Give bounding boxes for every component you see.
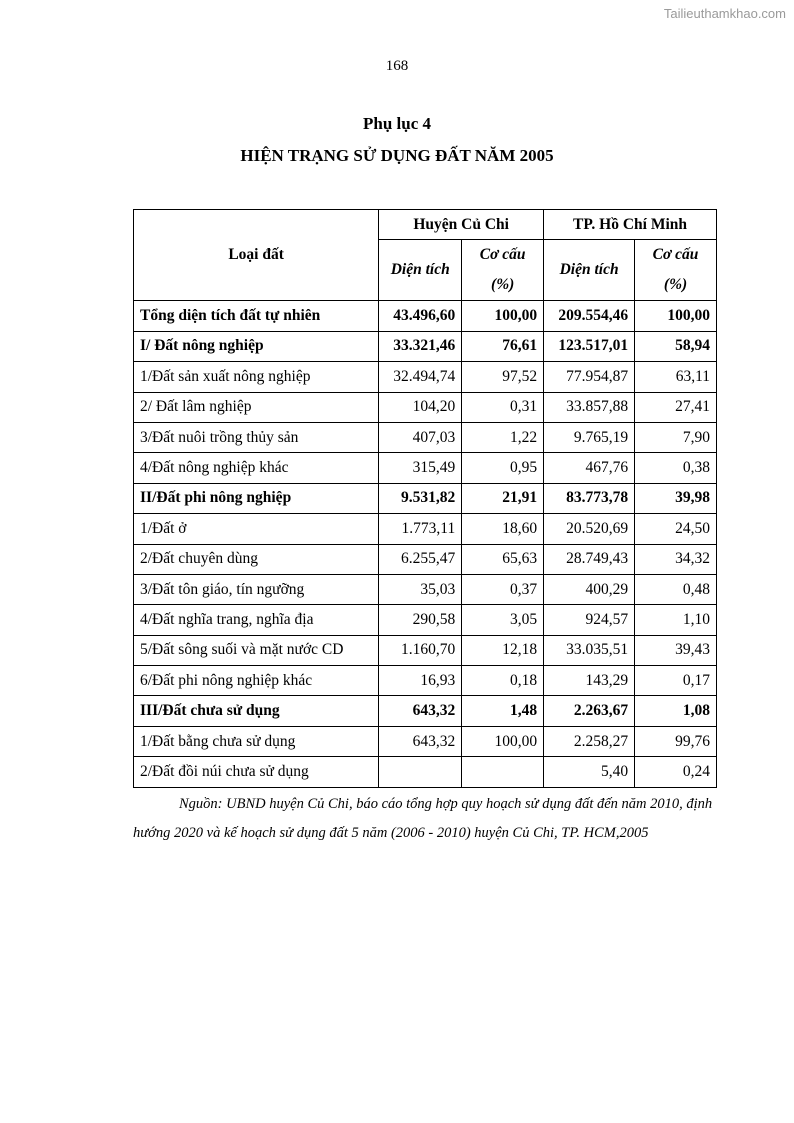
row-label: 1/Đất bằng chưa sử dụng <box>134 726 379 756</box>
cu-chi-structure-cell: 0,37 <box>462 574 544 604</box>
row-label: II/Đất phi nông nghiệp <box>134 483 379 513</box>
watermark: Tailieuthamkhao.com <box>663 6 786 21</box>
row-label: 4/Đất nông nghiệp khác <box>134 453 379 483</box>
hcm-structure-cell: 1,08 <box>635 696 717 726</box>
row-label: III/Đất chưa sử dụng <box>134 696 379 726</box>
hcm-area-cell: 924,57 <box>544 605 635 635</box>
header-structure-unit: (%) <box>663 276 688 294</box>
cu-chi-structure-cell: 0,18 <box>462 666 544 696</box>
cu-chi-area-cell: 643,32 <box>379 726 462 756</box>
hcm-structure-cell: 39,43 <box>635 635 717 665</box>
row-label: I/ Đất nông nghiệp <box>134 331 379 361</box>
cu-chi-area-cell: 33.321,46 <box>379 331 462 361</box>
hcm-structure-cell: 0,17 <box>635 666 717 696</box>
cu-chi-structure-cell: 1,48 <box>462 696 544 726</box>
header-group-hcm: TP. Hồ Chí Minh <box>544 210 717 240</box>
row-label: 3/Đất tôn giáo, tín ngưỡng <box>134 574 379 604</box>
cu-chi-structure-cell: 3,05 <box>462 605 544 635</box>
hcm-area-cell: 20.520,69 <box>544 514 635 544</box>
hcm-area-cell: 9.765,19 <box>544 422 635 452</box>
header-area-hcm: Diện tích <box>544 240 635 301</box>
header-structure-unit: (%) <box>491 276 515 294</box>
hcm-area-cell: 33.857,88 <box>544 392 635 422</box>
hcm-area-cell: 28.749,43 <box>544 544 635 574</box>
hcm-structure-cell: 39,98 <box>635 483 717 513</box>
table-row <box>134 605 717 635</box>
hcm-structure-cell: 24,50 <box>635 514 717 544</box>
table-row <box>134 362 717 392</box>
cu-chi-area-cell: 643,32 <box>379 696 462 726</box>
header-group-cu-chi: Huyện Củ Chi <box>379 210 544 240</box>
row-label: 1/Đất ở <box>134 514 379 544</box>
row-label: 4/Đất nghĩa trang, nghĩa địa <box>134 605 379 635</box>
hcm-area-cell: 33.035,51 <box>544 635 635 665</box>
table-row <box>134 666 717 696</box>
cu-chi-structure-cell: 0,31 <box>462 392 544 422</box>
cu-chi-structure-cell: 21,91 <box>462 483 544 513</box>
row-label: 2/ Đất lâm nghiệp <box>134 392 379 422</box>
cu-chi-area-cell: 407,03 <box>379 422 462 452</box>
table-row <box>134 696 717 726</box>
header-structure-label: Cơ cấu <box>652 246 699 264</box>
table-row <box>134 635 717 665</box>
cu-chi-area-cell: 290,58 <box>379 605 462 635</box>
cu-chi-area-cell <box>379 757 462 787</box>
cu-chi-area-cell: 104,20 <box>379 392 462 422</box>
hcm-area-cell: 5,40 <box>544 757 635 787</box>
hcm-area-cell: 467,76 <box>544 453 635 483</box>
cu-chi-area-cell: 9.531,82 <box>379 483 462 513</box>
hcm-area-cell: 143,29 <box>544 666 635 696</box>
table-row <box>134 301 717 331</box>
table-row <box>134 757 717 787</box>
header-structure-hcm <box>635 240 717 301</box>
table-row <box>134 514 717 544</box>
row-label: 1/Đất sản xuất nông nghiệp <box>134 362 379 392</box>
table-row <box>134 453 717 483</box>
hcm-structure-cell: 27,41 <box>635 392 717 422</box>
row-label: Tổng diện tích đất tự nhiên <box>134 301 379 331</box>
page-number: 168 <box>385 58 409 74</box>
cu-chi-area-cell: 6.255,47 <box>379 544 462 574</box>
cu-chi-structure-cell: 97,52 <box>462 362 544 392</box>
row-label: 5/Đất sông suối và mặt nước CD <box>134 635 379 665</box>
cu-chi-structure-cell: 0,95 <box>462 453 544 483</box>
cu-chi-area-cell: 32.494,74 <box>379 362 462 392</box>
source-note: Nguồn: UBND huyện Củ Chi, báo cáo tổng hợp quy hoạch sử dụng đất đến năm 2010, định hướng 2020 và kế hoạch sử dụng đất 5 năm (2006 - 2010) huyện Củ Chi, TP. HCM,2005 <box>133 796 713 841</box>
header-area-cu-chi: Diện tích <box>379 240 462 301</box>
page-title: HIỆN TRẠNG SỬ DỤNG ĐẤT NĂM 2005 <box>240 146 554 165</box>
cu-chi-area-cell: 1.773,11 <box>379 514 462 544</box>
hcm-structure-cell: 100,00 <box>635 301 717 331</box>
hcm-area-cell: 209.554,46 <box>544 301 635 331</box>
cu-chi-area-cell: 1.160,70 <box>379 635 462 665</box>
hcm-structure-cell: 7,90 <box>635 422 717 452</box>
hcm-structure-cell: 99,76 <box>635 726 717 756</box>
cu-chi-area-cell: 43.496,60 <box>379 301 462 331</box>
hcm-structure-cell: 58,94 <box>635 331 717 361</box>
cu-chi-structure-cell: 65,63 <box>462 544 544 574</box>
hcm-structure-cell: 0,38 <box>635 453 717 483</box>
table-row <box>134 422 717 452</box>
hcm-area-cell: 400,29 <box>544 574 635 604</box>
hcm-area-cell: 123.517,01 <box>544 331 635 361</box>
cu-chi-structure-cell: 100,00 <box>462 726 544 756</box>
appendix-title: Phụ lục 4 <box>362 114 432 133</box>
cu-chi-area-cell: 35,03 <box>379 574 462 604</box>
header-structure-cu-chi <box>462 240 544 301</box>
cu-chi-structure-cell: 76,61 <box>462 331 544 361</box>
cu-chi-area-cell: 315,49 <box>379 453 462 483</box>
row-label: 2/Đất chuyên dùng <box>134 544 379 574</box>
table-row <box>134 331 717 361</box>
row-label: 3/Đất nuôi trồng thủy sản <box>134 422 379 452</box>
cu-chi-structure-cell: 1,22 <box>462 422 544 452</box>
hcm-structure-cell: 34,32 <box>635 544 717 574</box>
hcm-area-cell: 2.263,67 <box>544 696 635 726</box>
table-row <box>134 726 717 756</box>
row-label: 2/Đất đồi núi chưa sử dụng <box>134 757 379 787</box>
hcm-structure-cell: 0,48 <box>635 574 717 604</box>
cu-chi-structure-cell: 100,00 <box>462 301 544 331</box>
hcm-area-cell: 2.258,27 <box>544 726 635 756</box>
header-land-type: Loại đất <box>134 210 379 301</box>
table-row <box>134 574 717 604</box>
header-structure-label: Cơ cấu <box>479 246 526 264</box>
cu-chi-structure-cell: 18,60 <box>462 514 544 544</box>
table-row <box>134 392 717 422</box>
cu-chi-structure-cell: 12,18 <box>462 635 544 665</box>
hcm-structure-cell: 0,24 <box>635 757 717 787</box>
cu-chi-structure-cell <box>462 757 544 787</box>
cu-chi-area-cell: 16,93 <box>379 666 462 696</box>
land-use-table <box>133 209 717 788</box>
hcm-area-cell: 83.773,78 <box>544 483 635 513</box>
row-label: 6/Đất phi nông nghiệp khác <box>134 666 379 696</box>
hcm-structure-cell: 63,11 <box>635 362 717 392</box>
hcm-structure-cell: 1,10 <box>635 605 717 635</box>
table-row <box>134 483 717 513</box>
hcm-area-cell: 77.954,87 <box>544 362 635 392</box>
table-row <box>134 544 717 574</box>
